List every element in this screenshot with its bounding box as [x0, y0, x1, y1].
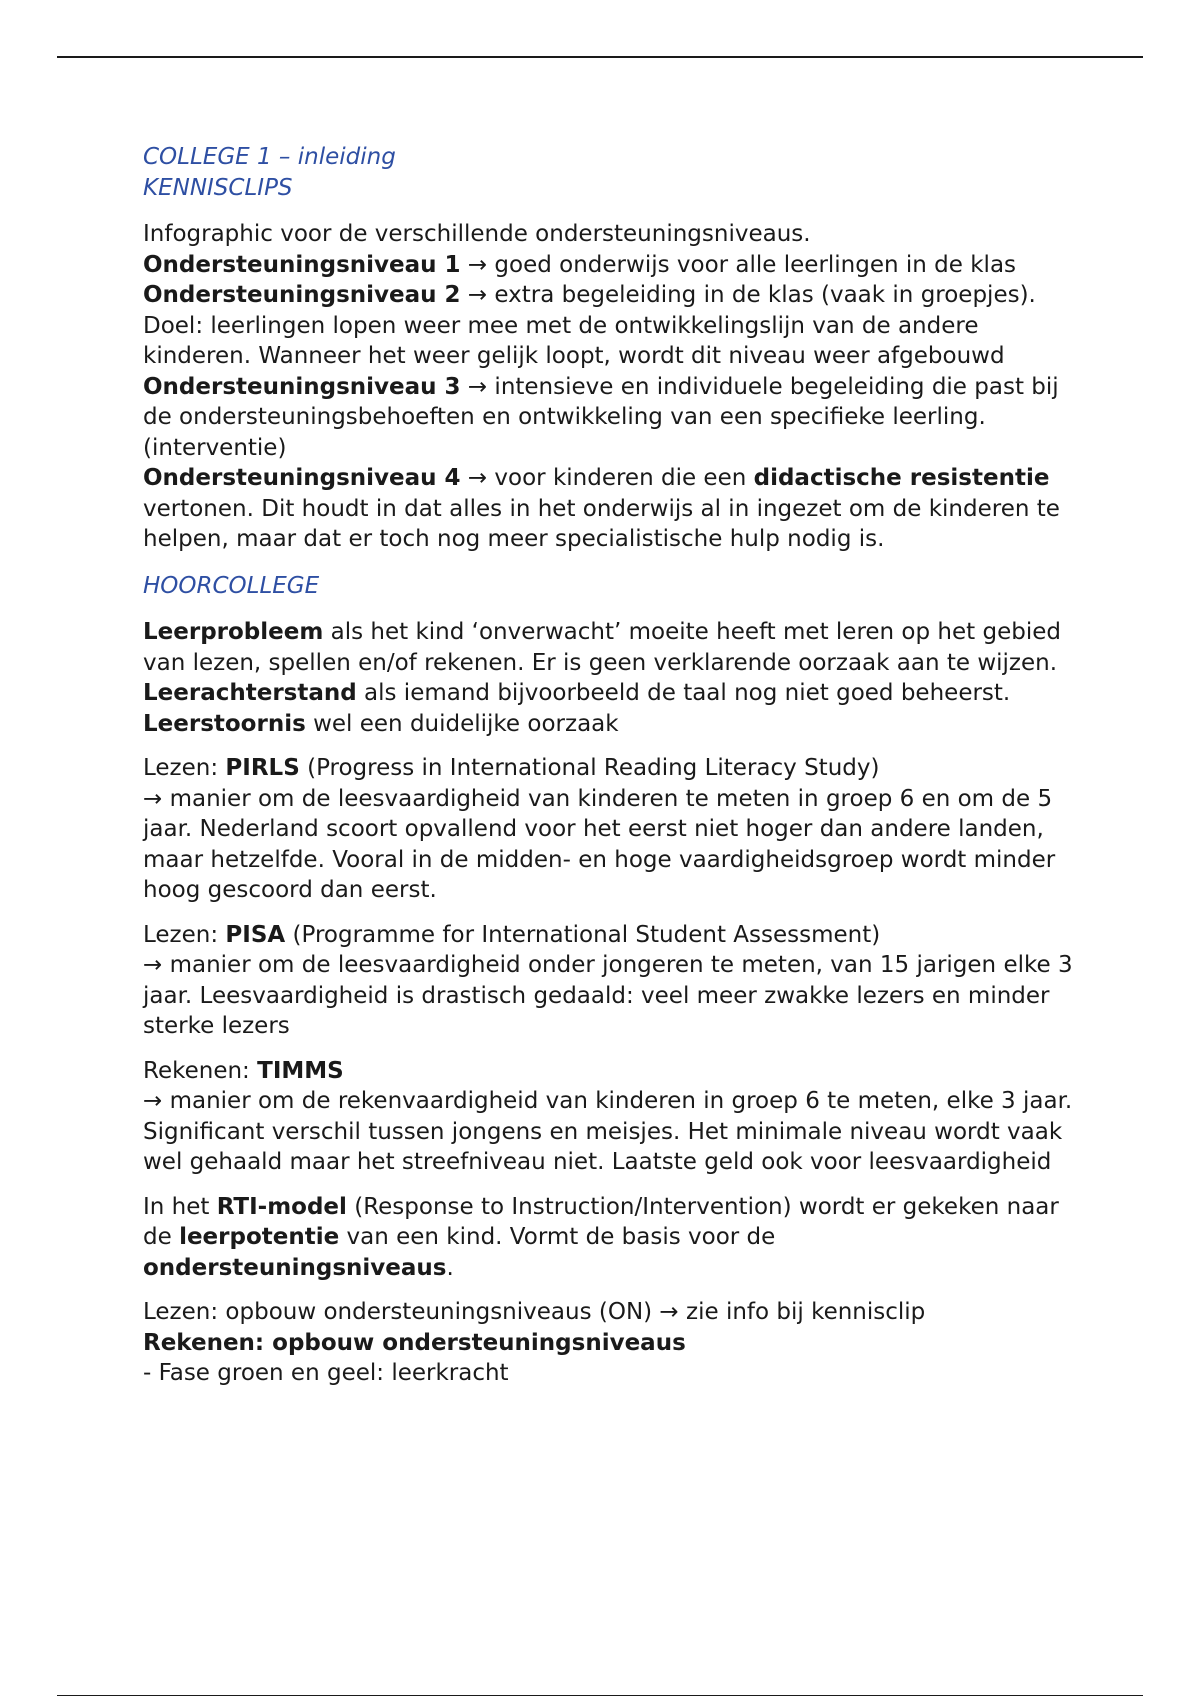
niveau-2-text: → extra begeleiding in de klas (vaak in groepjes). Doel: leerlingen lopen weer mee met de ontwikkelingslijn van de andere kinderen. Wanneer het weer gelijk loopt, wordt dit niveau weer afgebouwd [143, 282, 1036, 369]
pirls-label: PIRLS [225, 755, 300, 781]
pisa-prefix: Lezen: [143, 921, 226, 948]
leerachterstand-text: als iemand bijvoorbeeld de taal nog niet goed beheerst. [356, 680, 1011, 706]
niveau-2-paragraph [143, 280, 1073, 372]
niveau-3-text: → intensieve en individuele begeleiding die past bij de ondersteuningsbehoeften en ontwikkeling van een specifieke leerling.(interventie) [143, 373, 1059, 461]
lezen-on-paragraph: Lezen: opbouw ondersteuningsniveaus (ON) → zie info bij kennisclip [143, 1299, 926, 1325]
leerachterstand-paragraph [143, 678, 1073, 709]
pisa-paragraph: → manier om de leesvaardigheid onder jongeren te meten, van 15 jarigen elke 3 jaar. Leesvaardigheid is drastisch gedaald: veel meer zwakke lezers en minder sterke lezers [143, 952, 1073, 1039]
leerstoornis-paragraph [143, 709, 1073, 740]
leerstoornis-label: Leerstoornis [143, 710, 306, 737]
heading-kennisclips: KENNISCLIPS [143, 174, 293, 201]
rti-leerpotentie: leerpotentie [179, 1224, 340, 1250]
fase-paragraph: - Fase groen en geel: leerkracht [143, 1360, 509, 1386]
niveau-3-paragraph [143, 372, 1073, 464]
pirls-paragraph: → manier om de leesvaardigheid van kinderen te meten in groep 6 en om de 5 jaar. Nederland scoort opvallend voor het eerst niet hoger dan andere landen, maar hetzelfde. Vooral in de midden- en hoge vaardigheidsgroep wordt minder hoog gescoord dan eerst. [143, 785, 1056, 903]
leerprobleem-label: Leerprobleem [143, 619, 324, 645]
rti-label: RTI-model [216, 1193, 347, 1220]
niveau-1-text: → goed onderwijs voor alle leerlingen in de klas [460, 251, 1017, 278]
rti-paragraph [143, 1192, 1073, 1284]
leerachterstand-label: Leerachterstand [143, 680, 357, 706]
pirls-title [143, 753, 1073, 784]
rti-ondersteuningsniveaus: ondersteuningsniveaus [143, 1254, 447, 1281]
niveau-2-label: Ondersteuningsniveau 2 [143, 282, 461, 308]
intro-paragraph: Infographic voor de verschillende ondersteuningsniveaus. [143, 221, 811, 247]
pirls-full: (Progress in International Reading Literacy Study) [299, 755, 880, 781]
niveau-4-text-a: → voor kinderen die een [460, 465, 754, 491]
niveau-1-label: Ondersteuningsniveau 1 [143, 251, 461, 278]
leerstoornis-text: wel een duidelijke oorzaak [305, 710, 619, 737]
leerprobleem-text: als het kind ‘onverwacht’ moeite heeft met leren op het gebied van lezen, spellen en/of rekenen. Er is geen verklarende oorzaak aan te wijzen. [143, 619, 1061, 676]
niveau-1-paragraph [143, 250, 1073, 281]
pirls-prefix: Lezen: [143, 755, 226, 781]
niveau-4-paragraph [143, 463, 1073, 555]
timms-paragraph: → manier om de rekenvaardigheid van kinderen in groep 6 te meten, elke 3 jaar. Significant verschil tussen jongens en meisjes. Het minimale niveau wordt vaak wel gehaald maar het streefniveau niet. Laatste geld ook voor leesvaardigheid [143, 1088, 1073, 1175]
niveau-4-label: Ondersteuningsniveau 4 [143, 465, 461, 491]
document-body [143, 142, 1073, 1389]
rti-text-c: van een kind. Vormt de basis voor de [339, 1224, 776, 1250]
niveau-4-text-b: vertonen. Dit houdt in dat alles in het onderwijs al in ingezet om de kinderen te helpen, maar dat er toch nog meer specialistische hulp nodig is. [143, 495, 1060, 552]
timms-title [143, 1056, 1073, 1087]
heading-college: COLLEGE 1 – inleiding [143, 144, 396, 170]
pisa-full: (Programme for International Student Assessment) [285, 921, 881, 948]
timms-label: TIMMS [257, 1057, 344, 1084]
rekenen-on-label: Rekenen: opbouw ondersteuningsniveaus [143, 1329, 686, 1356]
heading-hoorcollege: HOORCOLLEGE [143, 572, 320, 599]
rti-text-b: (Response to Instruction/Intervention) wordt er gekeken naar de [143, 1193, 1059, 1250]
pisa-label: PISA [225, 921, 286, 948]
leerprobleem-paragraph [143, 617, 1073, 678]
timms-prefix: Rekenen: [143, 1057, 258, 1084]
pisa-title [143, 920, 1073, 951]
rekenen-on-heading [143, 1328, 1073, 1359]
top-rule [57, 56, 1143, 58]
niveau-4-bold: didactische resistentie [753, 465, 1050, 491]
rti-text-d: . [446, 1254, 454, 1281]
rti-text-a: In het [143, 1193, 217, 1220]
niveau-3-label: Ondersteuningsniveau 3 [143, 373, 461, 400]
bottom-rule [57, 1695, 1143, 1696]
